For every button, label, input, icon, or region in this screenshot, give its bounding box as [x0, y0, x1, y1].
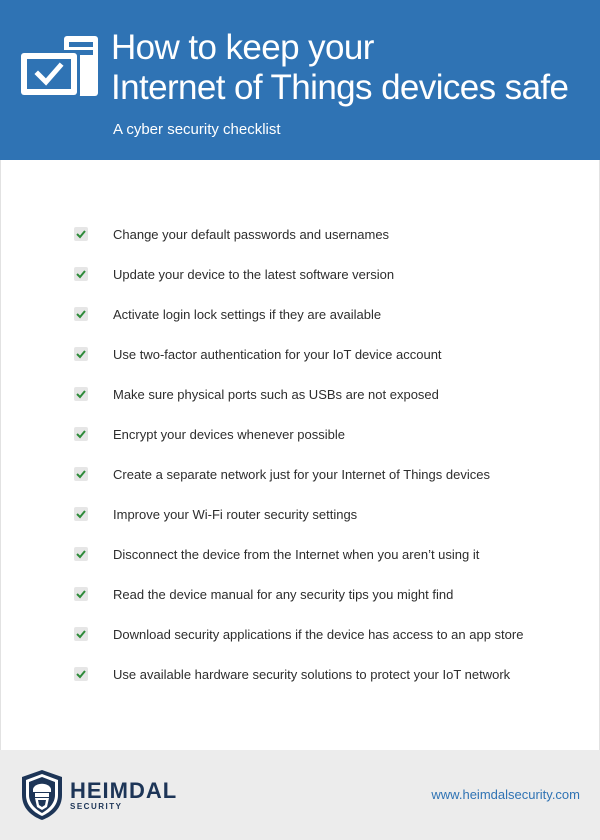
checkmark-icon	[74, 547, 88, 561]
title-line-2: Internet of Things devices safe	[111, 68, 569, 107]
checklist-item	[1, 260, 599, 300]
header-banner	[0, 0, 600, 160]
title-line-1: How to keep your	[111, 28, 374, 67]
checklist-item-text: Improve your Wi-Fi router security settings	[113, 507, 358, 522]
checklist-item	[1, 660, 599, 700]
checklist-item-text: Change your default passwords and usernames	[113, 227, 390, 242]
checklist-item-text: Create a separate network just for your Internet of Things devices	[113, 467, 490, 482]
checkmark-icon	[74, 227, 88, 241]
checklist-item	[1, 580, 599, 620]
logo-name: HEIMDAL	[70, 778, 178, 803]
checklist-item	[1, 420, 599, 460]
checkmark-icon	[74, 667, 88, 681]
checklist	[1, 220, 599, 700]
checklist-item-text: Update your device to the latest software version	[113, 267, 395, 282]
checklist-item	[1, 620, 599, 660]
footer	[0, 750, 600, 840]
checkmark-icon	[74, 347, 88, 361]
checklist-item-text: Download security applications if the device has access to an app store	[113, 627, 524, 642]
checkmark-icon	[74, 267, 88, 281]
website-link[interactable]: www.heimdalsecurity.com	[431, 787, 580, 802]
checklist-item-text: Use available hardware security solutions to protect your IoT network	[113, 667, 511, 682]
checklist-item-text: Disconnect the device from the Internet when you aren’t using it	[113, 547, 480, 562]
checklist-item	[1, 540, 599, 580]
checklist-item	[1, 300, 599, 340]
heimdal-shield-logo	[20, 769, 64, 821]
checklist-item-text: Make sure physical ports such as USBs are not exposed	[113, 387, 439, 402]
checklist-item	[1, 380, 599, 420]
checklist-item-text: Read the device manual for any security tips you might find	[113, 587, 454, 602]
checkmark-icon	[74, 387, 88, 401]
checklist-item	[1, 460, 599, 500]
checklist-item-text: Encrypt your devices whenever possible	[113, 427, 345, 442]
monitor-checkmark-icon	[18, 34, 102, 102]
checklist-item-text: Use two-factor authentication for your IoT device account	[113, 347, 442, 362]
checklist-item	[1, 220, 599, 260]
checkmark-icon	[74, 587, 88, 601]
checkmark-icon	[74, 427, 88, 441]
checkmark-icon	[74, 307, 88, 321]
page-title	[111, 28, 568, 108]
logo-subtitle: SECURITY	[70, 802, 123, 811]
checkmark-icon	[74, 627, 88, 641]
page-subtitle: A cyber security checklist	[113, 121, 281, 138]
checklist-item	[1, 340, 599, 380]
heimdal-logo[interactable]	[20, 769, 180, 823]
checkmark-icon	[74, 467, 88, 481]
checklist-item	[1, 500, 599, 540]
checklist-item-text: Activate login lock settings if they are available	[113, 307, 382, 322]
checklist-panel	[0, 160, 600, 750]
checkmark-icon	[74, 507, 88, 521]
